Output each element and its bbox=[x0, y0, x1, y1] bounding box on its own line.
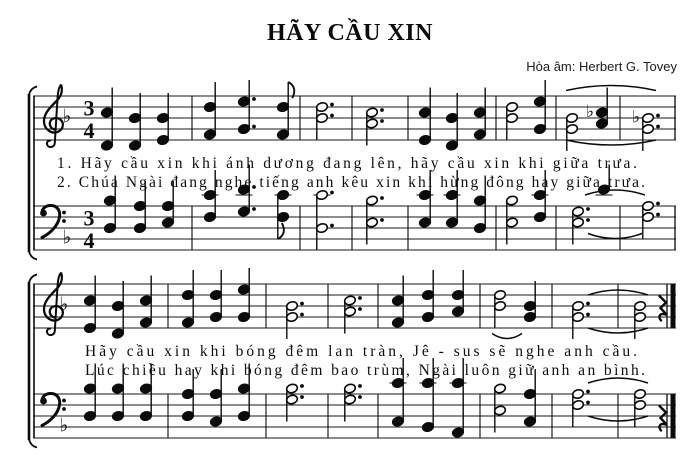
key-signature-flat-icon: ♭ bbox=[59, 293, 69, 316]
svg-text:4: 4 bbox=[83, 118, 95, 143]
lyrics-line-2: 2. Chúa Ngài đang nghe tiếng anh kêu xin khi hừng đông hay giữa trưa. bbox=[57, 174, 645, 191]
slur bbox=[588, 328, 648, 333]
note-chord bbox=[314, 190, 334, 250]
note-chord bbox=[129, 93, 142, 151]
note-chord bbox=[140, 276, 153, 328]
slur bbox=[566, 86, 656, 91]
note-chord bbox=[210, 270, 223, 322]
slur bbox=[492, 334, 522, 339]
key-signature-flat-icon: ♭ bbox=[62, 105, 72, 128]
note-chord bbox=[494, 383, 507, 432]
lyrics-line-1: 1. Hãy cầu xin khi ánh dương đang lên, hãy cầu xin khi giữa trưa. bbox=[57, 155, 637, 172]
note-chord bbox=[366, 195, 384, 244]
song-title: HÃY CẦU XIN bbox=[267, 20, 433, 46]
note-chord bbox=[474, 88, 487, 140]
key-signature-flat-icon: ♭ bbox=[59, 414, 69, 437]
note-chord bbox=[566, 113, 579, 151]
note-chord bbox=[634, 389, 647, 427]
time-signature bbox=[84, 206, 95, 254]
note-chord bbox=[634, 301, 647, 339]
note-chord bbox=[392, 276, 405, 328]
note-chord bbox=[275, 190, 292, 239]
treble-staff bbox=[33, 268, 676, 339]
note-chord bbox=[494, 290, 507, 328]
note-chord bbox=[586, 88, 608, 129]
time-signature bbox=[84, 96, 95, 144]
system-2 bbox=[0, 268, 700, 458]
note-chord bbox=[506, 102, 519, 140]
note-chord bbox=[112, 281, 125, 339]
eighth-flag-icon bbox=[278, 223, 284, 239]
note-chord bbox=[452, 270, 465, 317]
lyrics-line-2: Lúc chiều hay khi bóng đêm bao trùm, Ngài luôn giữ anh an bình. bbox=[85, 362, 645, 379]
svg-text:3: 3 bbox=[83, 205, 95, 231]
note-chord bbox=[204, 82, 217, 140]
note-chord bbox=[422, 270, 435, 322]
final-barline bbox=[671, 284, 676, 328]
flat-accidental-icon: ♭ bbox=[631, 107, 641, 128]
note-chord bbox=[277, 82, 295, 140]
note-chord bbox=[524, 281, 537, 322]
note-chord bbox=[101, 88, 114, 151]
system-brace bbox=[29, 87, 37, 260]
slur bbox=[588, 234, 642, 239]
treble-clef-icon bbox=[44, 85, 63, 148]
flat-accidental-icon: ♭ bbox=[585, 102, 595, 122]
svg-text:3: 3 bbox=[83, 95, 95, 121]
system-brace bbox=[29, 275, 37, 448]
final-barline bbox=[671, 394, 676, 438]
system-1 bbox=[0, 80, 700, 270]
key-signature-flat-icon: ♭ bbox=[62, 226, 72, 249]
treble-staff bbox=[33, 80, 676, 151]
note-chord bbox=[446, 93, 459, 151]
svg-text:4: 4 bbox=[83, 228, 95, 253]
note-chord bbox=[157, 93, 170, 145]
lyrics-line-1: Hãy cầu xin khi bóng đêm lan tràn, Jê - sus sẽ nghe anh cầu. bbox=[85, 343, 637, 360]
note-chord bbox=[506, 195, 519, 244]
note-chord bbox=[182, 270, 195, 328]
arranger-credit: Hòa âm: Herbert G. Tovey bbox=[526, 59, 677, 74]
